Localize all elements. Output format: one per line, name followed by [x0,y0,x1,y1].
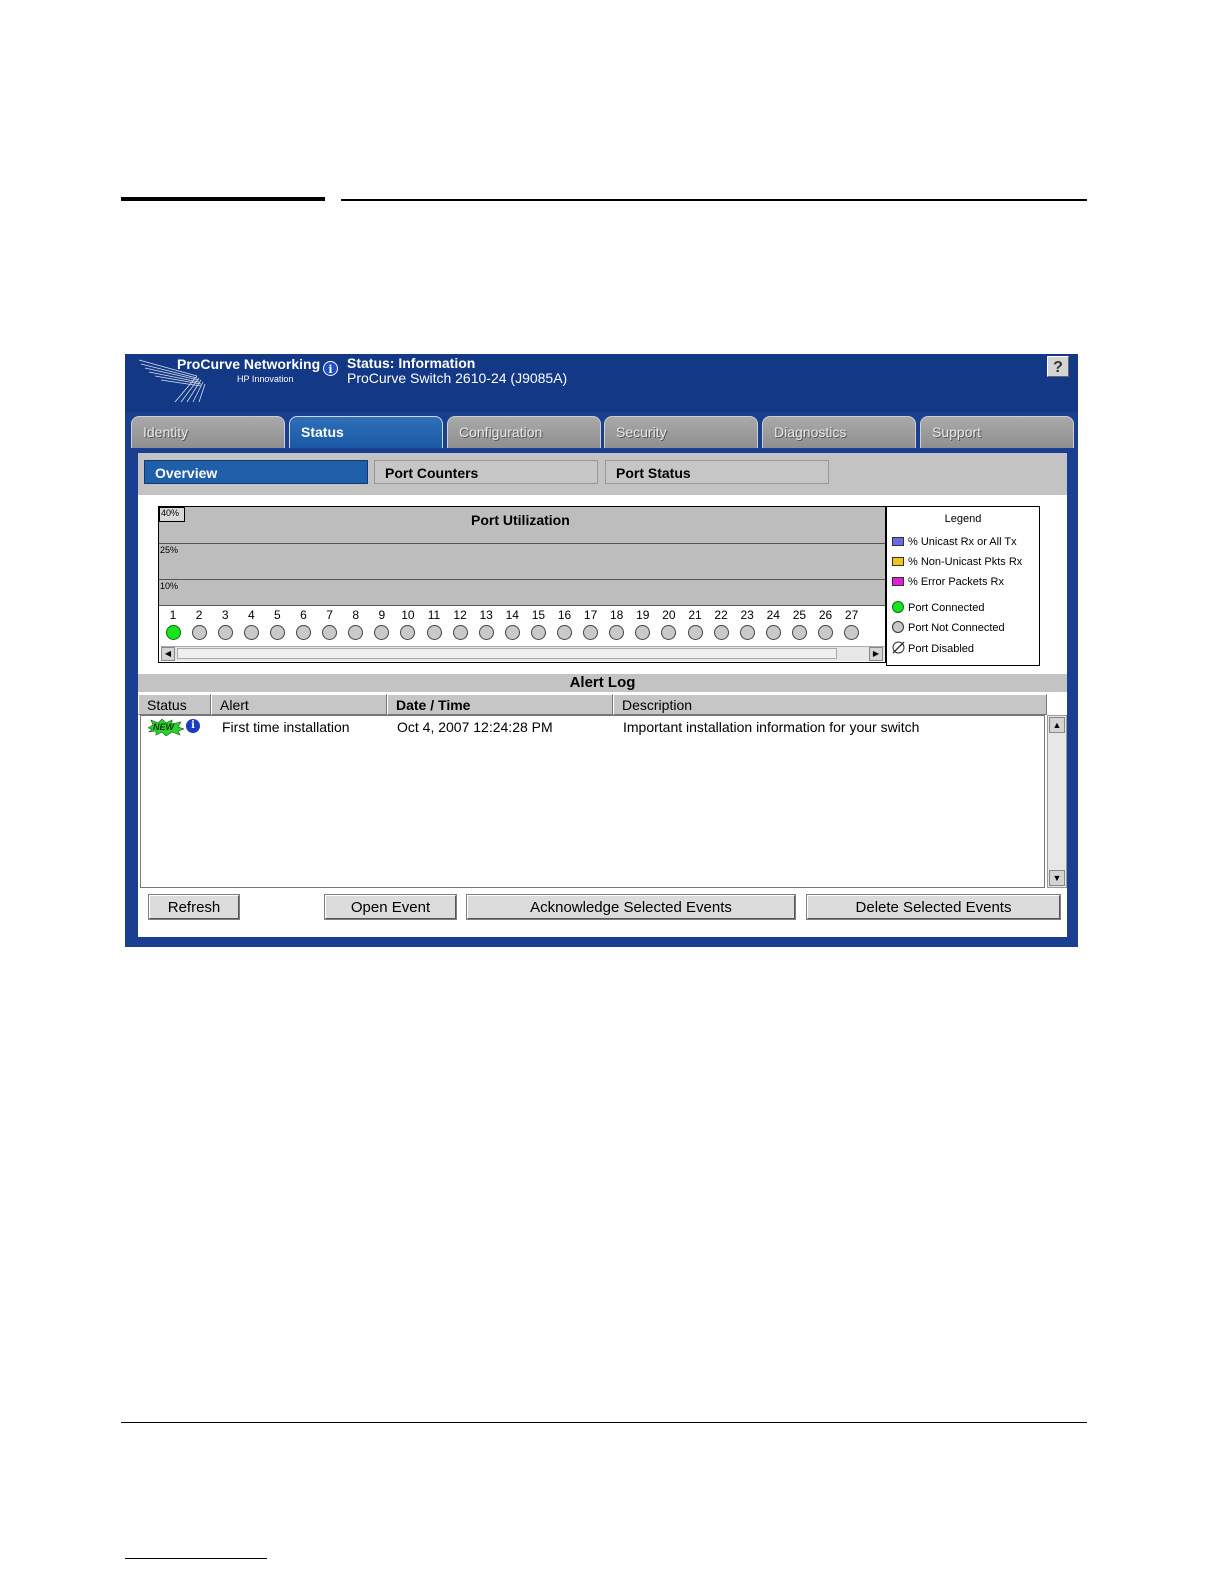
port-utilization-graph [158,506,886,663]
port-indicator-icon[interactable] [400,625,415,640]
port-indicator-icon[interactable] [453,625,468,640]
open-event-button[interactable]: Open Event [325,895,456,919]
header-rule-thin [341,199,1087,201]
port-indicator-icon[interactable] [792,625,807,640]
port-indicator-icon[interactable] [218,625,233,640]
port-indicator-icon[interactable] [714,625,729,640]
port-number: 6 [300,608,307,622]
port-number: 15 [531,608,546,622]
legend-item-non-unicast [892,556,1022,568]
port-connected-icon [892,601,904,613]
graph-horizontal-scrollbar[interactable] [161,646,885,661]
port-number: 22 [714,608,728,622]
port-number: 14 [505,608,519,622]
port-indicator-icon[interactable] [427,625,442,640]
graph-band-10 [159,580,885,606]
new-alert-badge-icon[interactable] [148,719,184,736]
port-indicator-icon[interactable] [322,625,337,640]
port-number: 7 [326,608,333,622]
legend-item-unicast [892,536,1017,548]
scroll-down-button[interactable]: ▼ [1049,870,1065,886]
alert-actions [138,890,1067,937]
scale-label-10: 10% [160,581,179,591]
status-panel [138,453,1067,937]
scroll-thumb[interactable] [177,648,837,659]
port-indicator-icon[interactable] [818,625,833,640]
subtab-port-counters[interactable]: Port Counters [374,460,598,484]
port-indicator-icon[interactable] [374,625,389,640]
port-indicator-icon[interactable] [661,625,676,640]
port-number: 25 [792,608,807,622]
legend-port-disabled [892,641,974,655]
port-number: 2 [195,608,203,622]
port-indicator-icon[interactable] [505,625,520,640]
alert-description: Important installation information for your switch [623,719,920,735]
scale-label-40: 40% [159,507,185,522]
port-indicator-icon[interactable] [844,625,859,640]
port-indicator-icon[interactable] [270,625,285,640]
port-number: 19 [636,608,650,622]
port-number: 12 [453,608,467,622]
port-indicator-icon[interactable] [740,625,755,640]
column-header-alert[interactable]: Alert [211,694,387,715]
port-number: 27 [844,608,859,622]
scroll-left-button[interactable]: ◀ [161,647,175,661]
graph-band-25 [159,544,885,580]
port-indicator-icon[interactable] [479,625,494,640]
port-number: 3 [221,608,229,622]
alert-datetime: Oct 4, 2007 12:24:28 PM [397,719,553,735]
port-indicator-icon[interactable] [557,625,572,640]
logo-title: ProCurve Networking [177,356,321,372]
port-number: 5 [274,608,281,622]
port-indicator-icon[interactable] [244,625,259,640]
port-number: 16 [557,608,572,622]
tab-security[interactable]: Security [604,416,758,448]
procurve-web-browser-interface [125,354,1078,947]
graph-legend [886,506,1040,666]
acknowledge-selected-events-button[interactable]: Acknowledge Selected Events [467,895,795,919]
port-not-connected-icon [892,621,904,633]
port-number: 11 [427,608,441,622]
port-number: 24 [766,608,780,622]
header-rule-thick [121,197,325,201]
help-button[interactable]: ? [1047,356,1069,377]
port-indicator-icon[interactable] [531,625,546,640]
tab-identity[interactable]: Identity [131,416,285,448]
alert-log-title: Alert Log [138,674,1067,692]
subtab-overview[interactable]: Overview [144,460,368,484]
legend-label: Port Not Connected [908,622,1005,634]
graph-title: Port Utilization [471,512,570,528]
scroll-right-button[interactable]: ▶ [869,647,883,661]
app-header [125,354,1078,412]
scroll-up-button[interactable]: ▲ [1049,717,1065,733]
column-header-status[interactable]: Status [138,694,211,715]
port-number: 4 [247,608,255,622]
legend-label: % Error Packets Rx [908,576,1004,588]
port-disabled-icon [892,641,905,654]
port-indicator-icon[interactable] [635,625,650,640]
port-number: 9 [378,608,386,622]
port-number: 20 [662,608,676,622]
scale-label-25: 25% [160,545,179,555]
legend-port-not-connected [892,621,1005,634]
footer-rule [121,1422,1087,1423]
port-indicator-icon[interactable] [766,625,781,640]
procurve-logo [137,356,327,406]
tab-configuration[interactable]: Configuration [447,416,601,448]
legend-swatch [892,557,904,566]
alert-name[interactable]: First time installation [222,719,350,735]
legend-title: Legend [944,513,982,525]
port-number: 8 [352,608,360,622]
legend-label: % Unicast Rx or All Tx [908,536,1017,548]
port-number: 10 [401,608,415,622]
subtab-port-status[interactable]: Port Status [605,460,829,484]
column-header-date-time[interactable]: Date / Time [387,694,613,715]
tab-support[interactable]: Support [920,416,1074,448]
port-indicator-icon[interactable] [348,625,363,640]
tab-status[interactable]: Status [289,416,443,448]
column-header-description[interactable]: Description [613,694,1047,715]
page-title: Status: Information [347,355,476,371]
device-name: ProCurve Switch 2610-24 (J9085A) [347,370,568,386]
port-number: 26 [818,608,833,622]
alert-log-vertical-scrollbar[interactable] [1047,715,1067,888]
legend-swatch [892,577,904,586]
legend-label: Port Connected [908,602,985,614]
port-number: 17 [583,608,598,622]
port-indicator-icon[interactable] [296,625,311,640]
port-indicator-icon[interactable] [192,625,207,640]
port-number: 21 [688,608,702,622]
info-icon: i [323,361,338,376]
port-number: 23 [740,608,754,622]
tab-diagnostics[interactable]: Diagnostics [762,416,916,448]
port-indicator-icon[interactable] [166,625,181,640]
refresh-button[interactable]: Refresh [149,895,239,919]
port-number: 1 [169,608,177,622]
port-number: 13 [479,608,493,622]
delete-selected-events-button[interactable]: Delete Selected Events [807,895,1060,919]
legend-port-connected [892,601,984,614]
footnote-rule [125,1558,267,1559]
legend-label: % Non-Unicast Pkts Rx [908,556,1023,568]
port-number: 18 [610,608,624,622]
port-indicator-icon[interactable] [688,625,703,640]
logo-subtitle: HP Innovation [237,374,294,384]
alert-info-icon[interactable]: i [186,719,200,733]
alert-log-list[interactable] [140,715,1045,888]
port-indicator-icon[interactable] [609,625,624,640]
legend-label: Port Disabled [908,643,975,655]
port-indicator-icon[interactable] [583,625,598,640]
main-tabs [131,416,1076,448]
legend-swatch [892,537,904,546]
legend-item-error [892,576,1004,588]
subtab-bar [138,453,1067,495]
new-badge-label: NEW [153,722,174,732]
